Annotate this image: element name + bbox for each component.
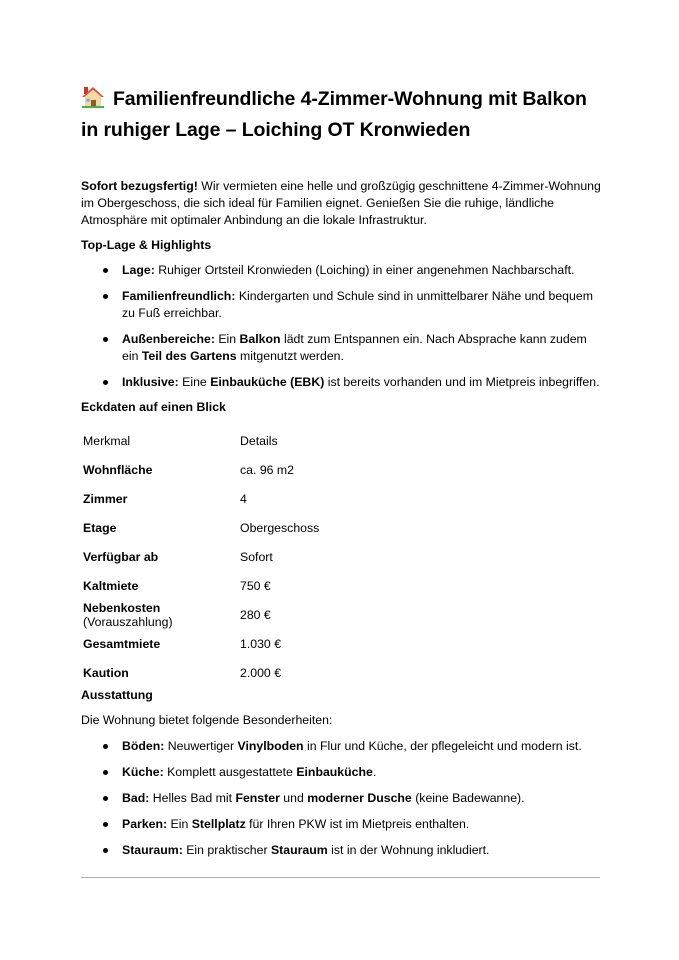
text: Komplett ausgestattete [163, 765, 297, 779]
bold-text: Stellplatz [191, 817, 246, 831]
bold-text: Küche: [122, 765, 164, 779]
bold-text: Bad: [122, 791, 150, 805]
fact-label-cell [81, 600, 240, 629]
text: ist in der Wohnung inkludiert. [327, 843, 490, 857]
bold-text: Parken: [122, 817, 168, 831]
fact-label: Wohnfläche [83, 462, 153, 477]
bold-text: Familienfreundlich: [122, 289, 236, 303]
fact-label: Kaltmiete [83, 578, 139, 593]
table-header-row [81, 426, 390, 455]
horizontal-rule [81, 877, 600, 878]
text: lädt zum Entspannen ein. Nach Absprache kann zudem ein [122, 332, 587, 363]
table-row [81, 455, 390, 484]
fact-label: Kaution [83, 665, 129, 680]
bold-text: Fenster [235, 791, 280, 805]
fact-label: Gesamtmiete [83, 636, 161, 651]
equipment-list [81, 738, 601, 868]
text: Kindergarten und Schule sind in unmittelbarer Nähe und bequem zu Fuß erreichbar. [122, 289, 593, 320]
bold-text: Teil des Gartens [141, 349, 237, 363]
bold-text: Außenbereiche: [122, 332, 215, 346]
fact-value: 1.030 € [240, 636, 282, 651]
fact-label: Nebenkosten [83, 600, 161, 615]
text: Neuwertiger [164, 739, 238, 753]
list-item [81, 331, 601, 365]
intro-lead: Sofort bezugsfertig! [81, 179, 198, 193]
bold-text: Lage: [122, 263, 155, 277]
bold-text: Böden: [122, 739, 165, 753]
fact-label-cell [81, 513, 240, 542]
bold-text: Vinylboden [237, 739, 304, 753]
bold-text: Inklusive: [122, 375, 179, 389]
table-row [81, 542, 390, 571]
highlights-list [81, 262, 601, 400]
fact-value: Sofort [240, 549, 273, 564]
list-item [81, 738, 601, 755]
facts-table [81, 426, 390, 687]
table-row [81, 629, 390, 658]
equipment-intro: Die Wohnung bietet folgende Besonderheiten: [81, 713, 333, 727]
text: Ruhiger Ortsteil Kronwieden (Loiching) in einer angenehmen Nachbarschaft. [154, 263, 575, 277]
table-row [81, 484, 390, 513]
table-row [81, 600, 390, 629]
text: in Flur und Küche, der pflegeleicht und modern ist. [303, 739, 582, 753]
fact-label-cell [81, 542, 240, 571]
intro-text: Wir vermieten eine helle und großzügig geschnittene 4-Zimmer-Wohnung im Obergeschoss, die sich ideal für Familien eignet. Genießen Sie die ruhige, ländliche Atmosphäre mit optimaler Anbindung an die lokale Infrastruktur. [81, 179, 601, 227]
text: für Ihren PKW ist im Mietpreis enthalten. [245, 817, 470, 831]
text: Ein [167, 817, 192, 831]
equipment-heading: Ausstattung [81, 688, 153, 702]
table-row [81, 571, 390, 600]
fact-value: 2.000 € [240, 665, 282, 680]
list-item [81, 288, 601, 322]
list-item [81, 816, 601, 833]
house-icon [81, 86, 105, 108]
table-header-cell: Merkmal [83, 433, 131, 448]
table-row [81, 658, 390, 687]
text: ist bereits vorhanden und im Mietpreis inbegriffen. [324, 375, 600, 389]
fact-label: Etage [83, 520, 117, 535]
fact-value: 4 [240, 491, 247, 506]
list-item [81, 262, 601, 279]
fact-label-cell [81, 629, 240, 658]
highlights-heading: Top-Lage & Highlights [81, 238, 212, 252]
list-item [81, 842, 601, 859]
text: Helles Bad mit [149, 791, 236, 805]
bold-text: Einbauküche (EBK) [210, 375, 325, 389]
fact-label-cell [81, 571, 240, 600]
fact-value: 750 € [240, 578, 271, 593]
bold-text: Stauraum: [122, 843, 183, 857]
fact-label-suffix: (Vorauszahlung) [83, 614, 173, 629]
list-item [81, 790, 601, 807]
text: und [279, 791, 308, 805]
intro-paragraph [81, 178, 601, 229]
bold-text: Balkon [239, 332, 281, 346]
table-header-cell: Details [240, 433, 278, 448]
list-item [81, 764, 601, 781]
text: Ein praktischer [182, 843, 271, 857]
facts-heading: Eckdaten auf einen Blick [81, 400, 226, 414]
page-title [81, 84, 601, 146]
text: (keine Badewanne). [411, 791, 525, 805]
text: . [372, 765, 377, 779]
bold-text: Stauraum [270, 843, 328, 857]
fact-label-cell [81, 658, 240, 687]
fact-value: ca. 96 m2 [240, 462, 294, 477]
bold-text: Einbauküche [296, 765, 373, 779]
fact-label-cell [81, 484, 240, 513]
list-item [81, 374, 601, 391]
page-title-text: Familienfreundliche 4-Zimmer-Wohnung mit Balkon in ruhiger Lage – Loiching OT Kronwieden [81, 88, 587, 141]
fact-value: Obergeschoss [240, 520, 320, 535]
text: Eine [178, 375, 211, 389]
fact-label: Verfügbar ab [83, 549, 159, 564]
fact-label-cell [81, 455, 240, 484]
bold-text: moderner Dusche [307, 791, 412, 805]
fact-label: Zimmer [83, 491, 128, 506]
text: Ein [214, 332, 240, 346]
table-row [81, 513, 390, 542]
fact-value: 280 € [240, 607, 271, 622]
text: mitgenutzt werden. [236, 349, 344, 363]
